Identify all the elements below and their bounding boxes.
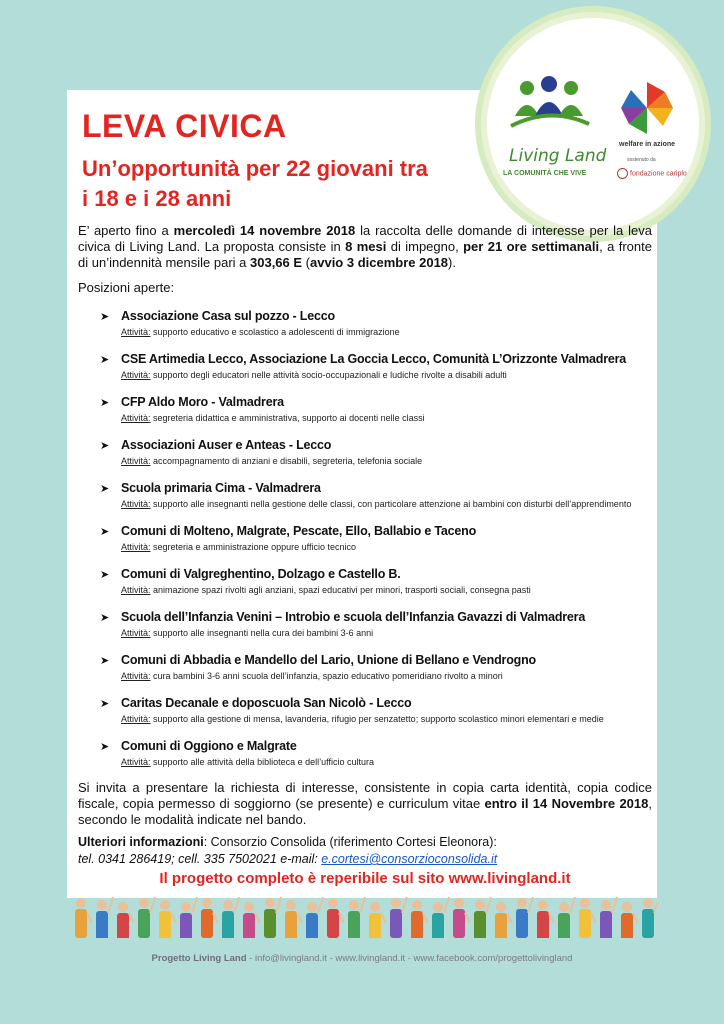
activity-text: cura bambini 3-6 anni scuola dell’infanzia, spazio educativo pomeridiano rivolto a minori bbox=[153, 671, 503, 681]
positions-list bbox=[100, 309, 660, 782]
position-item bbox=[100, 524, 660, 567]
bullet-arrow-icon: ➤ bbox=[100, 526, 110, 538]
person-figure bbox=[453, 898, 470, 938]
logo-badge bbox=[487, 18, 699, 230]
activity-text: segreteria didattica e amministrativa, supporto ai docenti nelle classi bbox=[153, 413, 425, 423]
info-text: : Consorzio Consolida (riferimento Cortesi Eleonora): bbox=[203, 835, 497, 849]
activity-text: supporto alla gestione di mensa, lavanderia, rifugio per senzatetto; supporto scolastico minori elementari e medie bbox=[153, 714, 604, 724]
person-figure bbox=[579, 898, 596, 938]
position-activity bbox=[121, 542, 356, 552]
intro-text: la raccolta delle domande di interesse per la leva civica di Living Land. La proposta consiste in bbox=[78, 223, 653, 254]
person-figure bbox=[117, 902, 134, 938]
position-name: Associazione Casa sul pozzo - Lecco bbox=[121, 309, 335, 323]
position-activity bbox=[121, 499, 631, 509]
sponsor-label: sostenuto da bbox=[627, 157, 656, 163]
position-activity bbox=[121, 327, 400, 337]
position-activity bbox=[121, 413, 425, 423]
subtitle-line-2: i 18 e i 28 anni bbox=[82, 186, 232, 211]
activity-text: supporto alle insegnanti nella gestione delle classi, con particolare attenzione ai bambini con disturbi dell’apprendimento bbox=[153, 499, 632, 509]
cariplo-icon bbox=[617, 168, 628, 179]
person-figure bbox=[369, 902, 386, 938]
position-name: CSE Artimedia Lecco, Associazione La Goccia Lecco, Comunità L’Orizzonte Valmadrera bbox=[121, 352, 627, 366]
weekly-hours: per 21 ore settimanali bbox=[463, 239, 600, 254]
person-figure bbox=[159, 900, 176, 938]
position-name: CFP Aldo Moro - Valmadrera bbox=[121, 395, 284, 409]
monthly-allowance: 303,66 E bbox=[250, 255, 303, 270]
activity-text: animazione spazi rivolti agli anziani, spazi educativi per minori, trasporti sociali, consegna pasti bbox=[153, 585, 531, 595]
activity-text: supporto alle attività della biblioteca e dell’ufficio cultura bbox=[153, 757, 374, 767]
position-name: Caritas Decanale e doposcuola San Nicolò - Lecco bbox=[121, 696, 412, 710]
position-item bbox=[100, 395, 660, 438]
person-figure bbox=[558, 897, 575, 938]
position-item bbox=[100, 481, 660, 524]
person-figure bbox=[537, 900, 554, 938]
position-item bbox=[100, 696, 660, 739]
person-figure bbox=[495, 902, 512, 938]
page-title: LEVA CIVICA bbox=[82, 108, 287, 144]
position-name: Scuola dell’Infanzia Venini – Introbio e scuola dell’Infanzia Gavazzi di Valmadrera bbox=[121, 610, 586, 624]
person-figure bbox=[432, 897, 449, 938]
position-name: Comuni di Valgreghentino, Dolzago e Castello B. bbox=[121, 567, 401, 581]
email-link[interactable]: e.cortesi@consorzioconsolida.it bbox=[321, 852, 498, 866]
intro-text: , a fronte di un’indennità mensile pari a bbox=[78, 239, 652, 270]
intro-text: di impegno, bbox=[386, 239, 464, 254]
outro-text: Si invita a presentare la richiesta di interesse, consistente in copia carta identità, copia codice fiscale, copia permesso di soggiorno (se presente) e curriculum vitae bbox=[78, 780, 652, 811]
cariplo-text: fondazione cariplo bbox=[630, 170, 687, 178]
person-figure bbox=[96, 897, 113, 938]
bullet-arrow-icon: ➤ bbox=[100, 655, 110, 667]
bullet-arrow-icon: ➤ bbox=[100, 311, 110, 323]
activity-label: Attività: bbox=[121, 456, 151, 466]
activity-label: Attività: bbox=[121, 671, 151, 681]
activity-text: supporto alle insegnanti nella cura dei bambini 3-6 anni bbox=[153, 628, 374, 638]
deadline-date: mercoledì 14 novembre 2018 bbox=[173, 223, 356, 238]
activity-text: accompagnamento di anziani e disabili, segreteria, telefonia sociale bbox=[153, 456, 423, 466]
person-figure bbox=[264, 897, 281, 938]
bullet-arrow-icon: ➤ bbox=[100, 397, 110, 409]
bullet-arrow-icon: ➤ bbox=[100, 354, 110, 366]
duration: 8 mesi bbox=[345, 239, 387, 254]
person-figure bbox=[348, 897, 365, 938]
person-figure bbox=[306, 897, 323, 938]
intro-text: ( bbox=[302, 255, 310, 270]
position-item bbox=[100, 438, 660, 481]
activity-text: segreteria e amministrazione oppure ufficio tecnico bbox=[153, 542, 356, 552]
activity-label: Attività: bbox=[121, 499, 151, 509]
page-subtitle bbox=[82, 154, 482, 214]
position-item bbox=[100, 352, 660, 395]
person-figure bbox=[201, 898, 218, 938]
person-figure bbox=[600, 897, 617, 938]
cariplo-logo bbox=[617, 168, 687, 179]
person-figure bbox=[516, 897, 533, 938]
person-figure bbox=[222, 897, 239, 938]
outro-text: , secondo le modalità indicate nel bando. bbox=[78, 796, 652, 827]
intro-text: ). bbox=[448, 255, 456, 270]
start-date: avvio 3 dicembre 2018 bbox=[310, 255, 449, 270]
info-label: Ulteriori informazioni bbox=[78, 835, 204, 849]
person-figure bbox=[411, 900, 428, 938]
position-item bbox=[100, 567, 660, 610]
bullet-arrow-icon: ➤ bbox=[100, 440, 110, 452]
position-activity bbox=[121, 628, 373, 638]
position-name: Comuni di Molteno, Malgrate, Pescate, Ello, Ballabio e Taceno bbox=[121, 524, 476, 538]
position-name: Associazioni Auser e Anteas - Lecco bbox=[121, 438, 332, 452]
activity-label: Attività: bbox=[121, 585, 151, 595]
living-land-tagline: LA COMUNITÀ CHE VIVE bbox=[503, 170, 587, 177]
contact-info bbox=[78, 834, 652, 868]
outro-paragraph bbox=[78, 780, 652, 828]
position-item bbox=[100, 739, 660, 782]
submission-deadline: entro il 14 Novembre 2018 bbox=[484, 796, 649, 811]
footer-brand: Progetto Living Land bbox=[151, 953, 247, 964]
person-figure bbox=[642, 897, 657, 938]
person-figure bbox=[474, 897, 491, 938]
activity-label: Attività: bbox=[121, 370, 151, 380]
person-figure bbox=[138, 897, 155, 938]
position-activity bbox=[121, 456, 422, 466]
position-activity bbox=[121, 714, 604, 724]
position-item bbox=[100, 610, 660, 653]
person-figure bbox=[180, 897, 197, 938]
intro-paragraph bbox=[78, 223, 652, 271]
activity-label: Attività: bbox=[121, 628, 151, 638]
person-figure bbox=[75, 898, 92, 938]
bullet-arrow-icon: ➤ bbox=[100, 698, 110, 710]
position-activity bbox=[121, 671, 503, 681]
activity-label: Attività: bbox=[121, 542, 151, 552]
person-figure bbox=[390, 897, 407, 938]
activity-label: Attività: bbox=[121, 757, 151, 767]
activity-text: supporto educativo e scolastico a adolescenti di immigrazione bbox=[153, 327, 400, 337]
welfare-logo-text: welfare in azione bbox=[619, 141, 676, 148]
position-item bbox=[100, 653, 660, 696]
living-land-name: Living Land bbox=[509, 146, 607, 166]
position-name: Comuni di Abbadia e Mandello del Lario, Unione di Bellano e Vendrogno bbox=[121, 653, 536, 667]
person-figure bbox=[327, 898, 344, 938]
activity-label: Attività: bbox=[121, 714, 151, 724]
crowd-illustration bbox=[67, 893, 657, 938]
position-item bbox=[100, 309, 660, 352]
bullet-arrow-icon: ➤ bbox=[100, 483, 110, 495]
person-figure bbox=[285, 900, 302, 938]
intro-text: E’ aperto fino a bbox=[78, 223, 174, 238]
activity-label: Attività: bbox=[121, 413, 151, 423]
footer-links: - info@livingland.it - www.livingland.it - www.facebook.com/progettolivingland bbox=[246, 953, 573, 964]
footer bbox=[0, 953, 724, 964]
position-activity bbox=[121, 370, 507, 380]
position-name: Scuola primaria Cima - Valmadrera bbox=[121, 481, 321, 495]
activity-label: Attività: bbox=[121, 327, 151, 337]
position-activity bbox=[121, 757, 374, 767]
pinwheel-icon bbox=[617, 78, 677, 138]
living-land-logo-icon bbox=[505, 76, 595, 136]
bullet-arrow-icon: ➤ bbox=[100, 741, 110, 753]
bullet-arrow-icon: ➤ bbox=[100, 569, 110, 581]
person-figure bbox=[621, 902, 638, 938]
activity-text: supporto degli educatori nelle attività socio-occupazionali e ludiche rivolte a disabili adulti bbox=[153, 370, 507, 380]
phone-numbers: tel. 0341 286419; cell. 335 7502021 e-mail: bbox=[78, 852, 322, 866]
open-positions-label: Posizioni aperte: bbox=[78, 280, 175, 295]
bullet-arrow-icon: ➤ bbox=[100, 612, 110, 624]
project-note: Il progetto completo è reperibile sul sito www.livingland.it bbox=[159, 870, 571, 887]
position-name: Comuni di Oggiono e Malgrate bbox=[121, 739, 297, 753]
subtitle-line-1: Un’opportunità per 22 giovani tra bbox=[82, 156, 428, 181]
position-activity bbox=[121, 585, 531, 595]
person-figure bbox=[243, 902, 260, 938]
